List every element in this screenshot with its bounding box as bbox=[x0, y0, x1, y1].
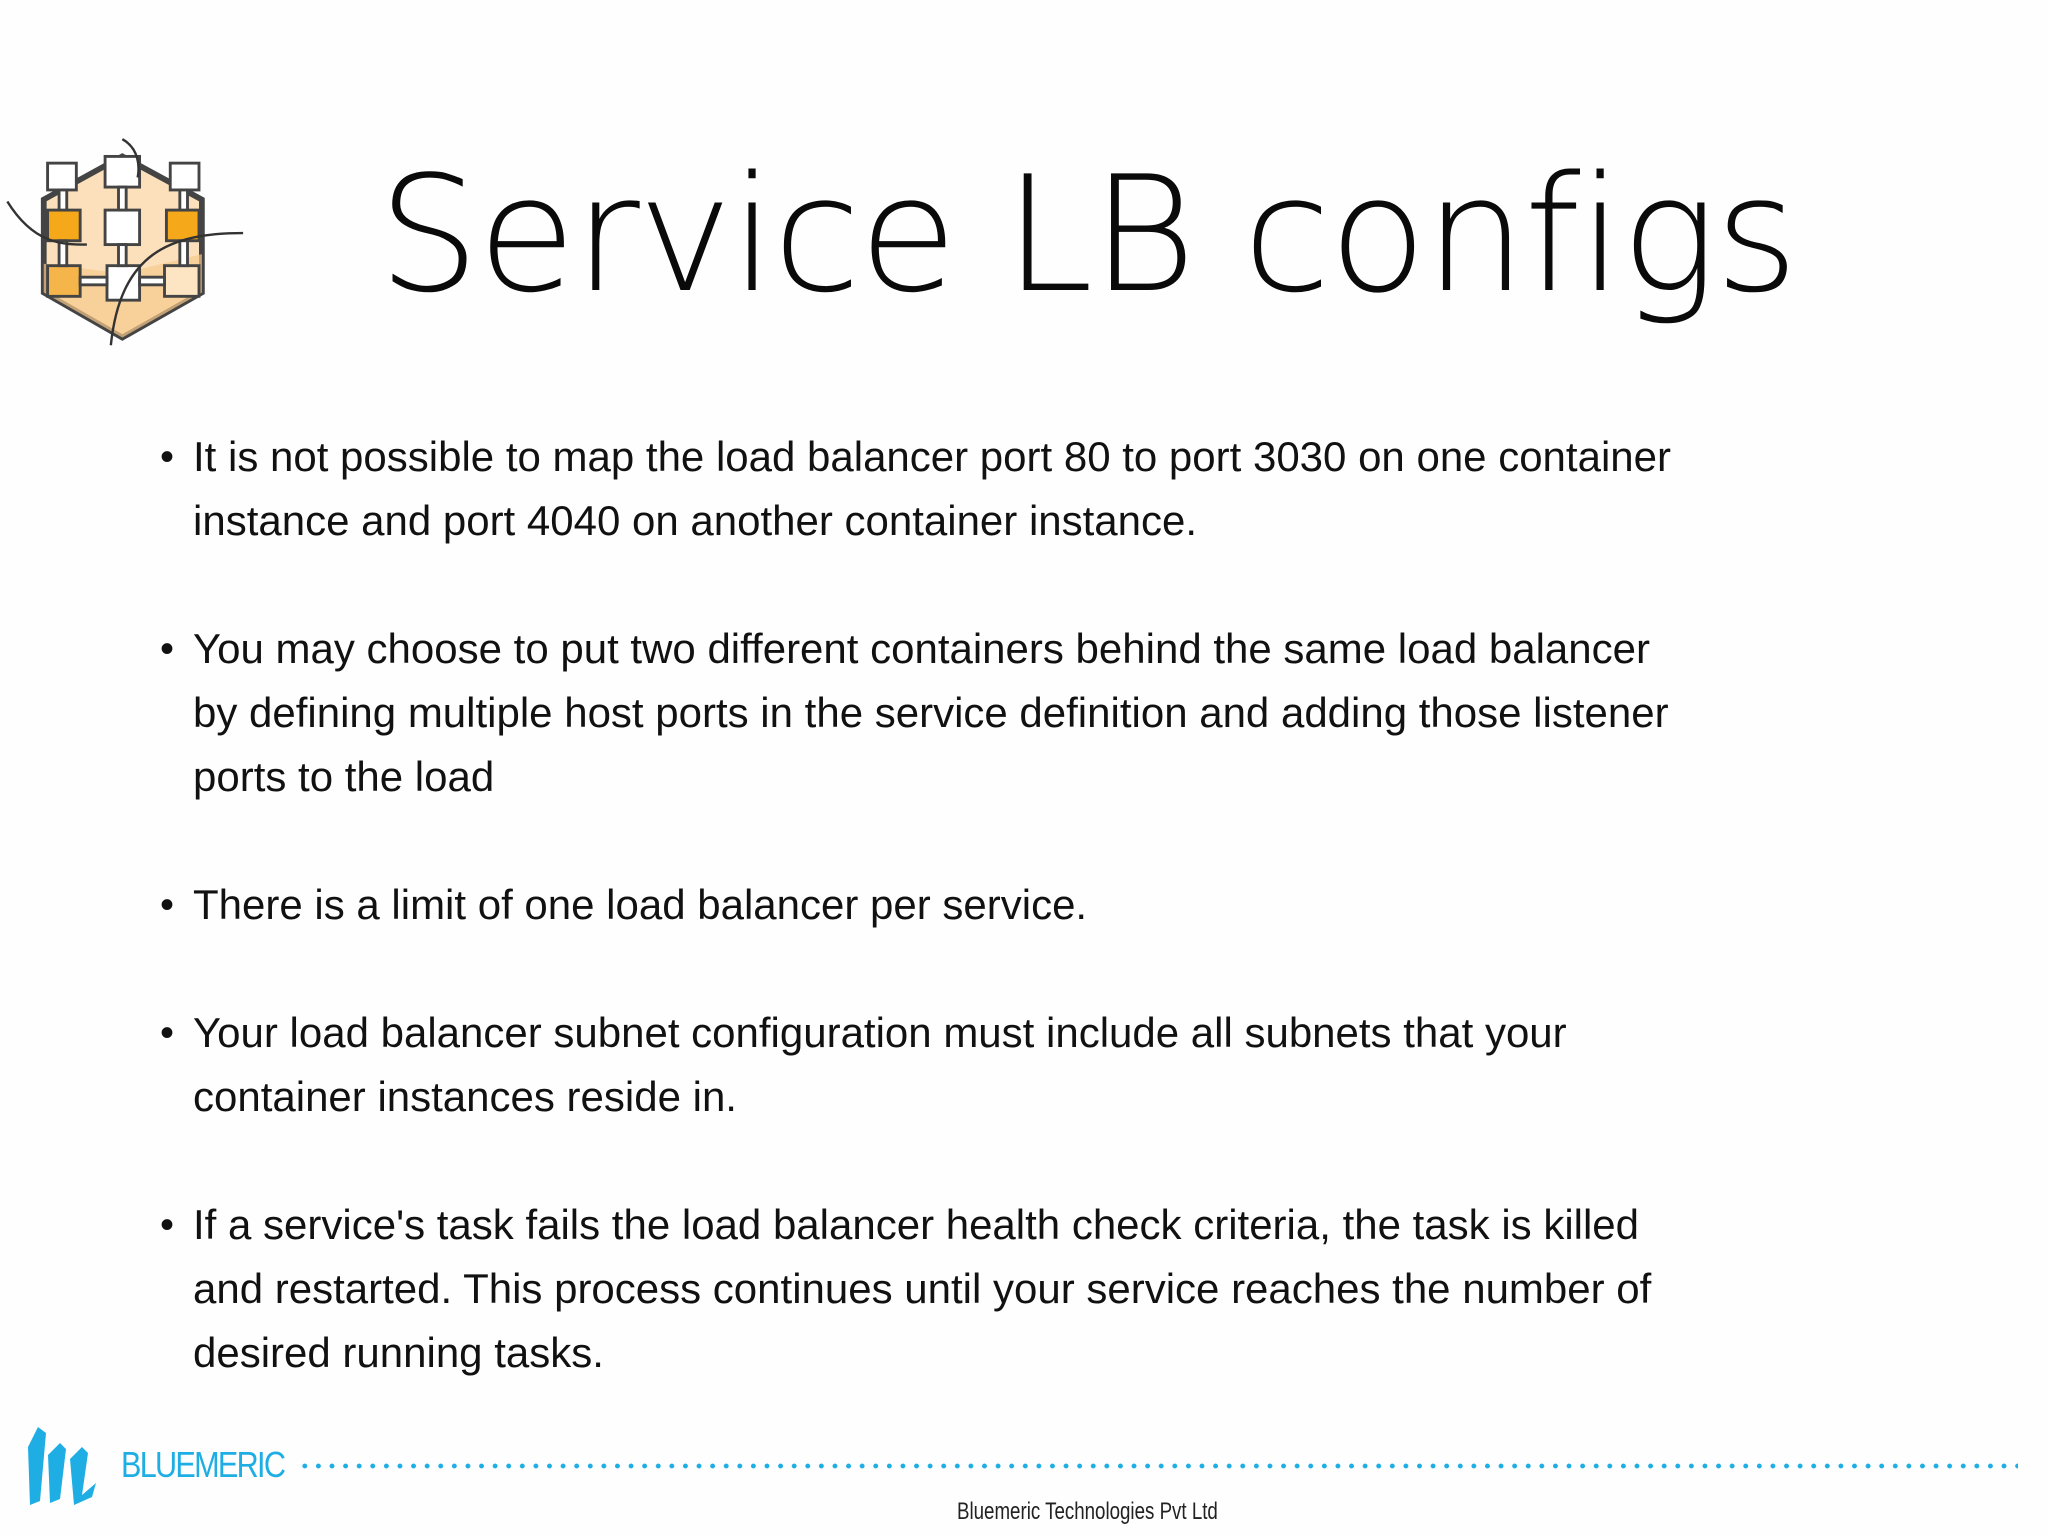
bullet-item bbox=[160, 1193, 2020, 1385]
bullet-line: It is not possible to map the load balancer port 80 to port 3030 on one container bbox=[193, 433, 1671, 480]
footer-company-name: Bluemeric Technologies Pvt Ltd bbox=[957, 1498, 1218, 1525]
bullet-line: You may choose to put two different containers behind the same load balancer bbox=[193, 625, 1650, 672]
bullet-glyph: • bbox=[160, 1203, 175, 1247]
bullet-line: desired running tasks. bbox=[193, 1329, 604, 1376]
bullet-item bbox=[160, 1001, 2020, 1129]
slide-title: Service LB configs bbox=[378, 141, 1797, 328]
bullet-line: If a service's task fails the load balancer health check criteria, the task is killed bbox=[193, 1201, 1640, 1248]
bullet-glyph: • bbox=[160, 627, 175, 671]
bullet-glyph: • bbox=[160, 1011, 175, 1055]
bullet-list bbox=[160, 425, 2020, 1449]
bullet-line: ports to the load bbox=[193, 753, 495, 800]
bullet-glyph: • bbox=[160, 883, 175, 927]
bluemeric-logo-icon bbox=[24, 1425, 110, 1505]
footer-brand: BLUEMERIC bbox=[121, 1444, 285, 1485]
bullet-line: and restarted. This process continues until your service reaches the number of bbox=[193, 1265, 1652, 1312]
bullet-line: instance and port 4040 on another container instance. bbox=[193, 497, 1198, 544]
footer-dotted-divider bbox=[298, 1463, 2018, 1469]
bullet-line: There is a limit of one load balancer per service. bbox=[193, 881, 1088, 928]
ecs-cluster-hexagon-icon bbox=[0, 120, 260, 350]
bullet-item bbox=[160, 617, 2020, 809]
bullet-line: Your load balancer subnet configuration must include all subnets that your bbox=[193, 1009, 1567, 1056]
bullet-glyph: • bbox=[160, 435, 175, 479]
bullet-line: by defining multiple host ports in the service definition and adding those listener bbox=[193, 689, 1669, 736]
bullet-item bbox=[160, 425, 2020, 553]
bullet-line: container instances reside in. bbox=[193, 1073, 737, 1120]
bullet-item bbox=[160, 873, 2020, 937]
